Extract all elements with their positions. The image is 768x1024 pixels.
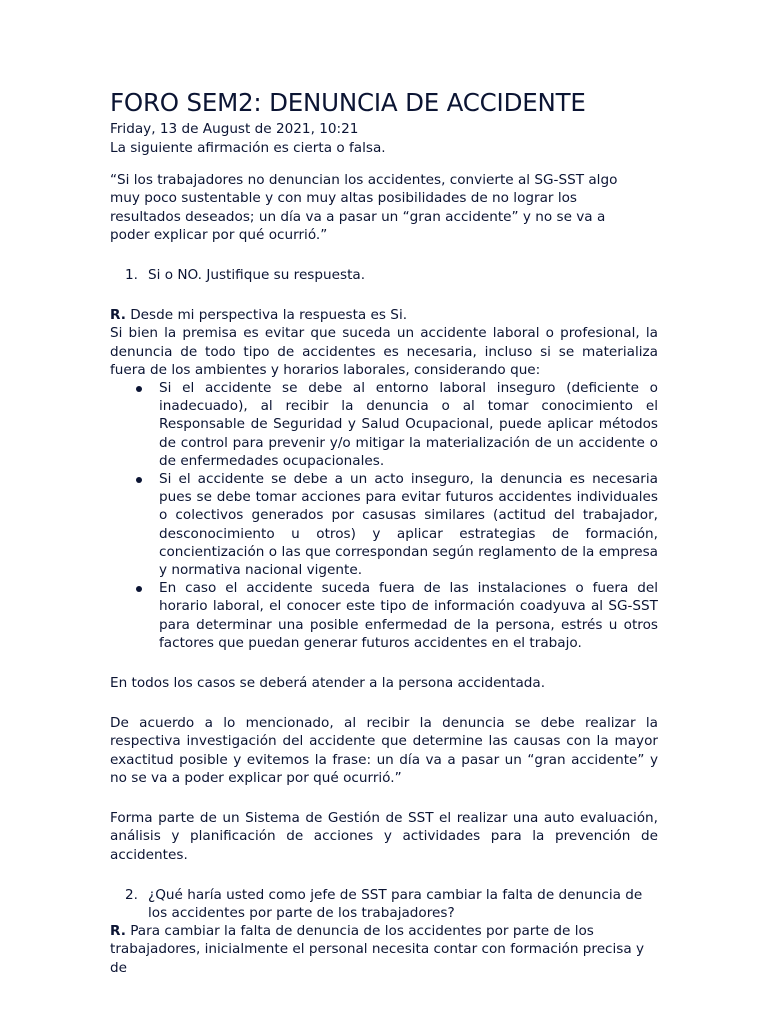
answer-1-label: R.: [110, 307, 126, 324]
document-page: [110, 86, 658, 977]
page-title: FORO SEM2: DENUNCIA DE ACCIDENTE: [110, 88, 586, 117]
quote-paragraph: “Si los trabajadores no denuncian los accidentes, convierte al SG-SST algo muy poco sustentable y con muy altas posibilidades de no lograr los resultados deseados; un día va a pasar un “gran accidente” y no se va a poder explicar por qué ocurrió.”: [110, 172, 618, 243]
para-acuerdo: De acuerdo a lo mencionado, al recibir la denuncia se debe realizar la respectiva investigación del accidente que determine las causas con la mayor exactitud posible y evitemos la frase: un día va a pasar un “gran accidente” y no se va a poder explicar por qué ocurrió.”: [110, 715, 658, 786]
question-2: [110, 886, 658, 922]
answer-2-paragraph: [110, 922, 658, 977]
bullet-icon: [136, 386, 142, 392]
list-item: [110, 379, 658, 470]
question-1-number: 1.: [125, 267, 138, 284]
intro-text: La siguiente afirmación es cierta o falsa.: [110, 140, 386, 156]
question-2-number: 2.: [125, 886, 138, 903]
answer-1-paragraph: Si bien la premisa es evitar que suceda un accidente laboral o profesional, la denuncia de todo tipo de accidentes es necesaria, incluso si se materializa fuera de los ambientes y horarios laborales, considerando que:: [110, 325, 658, 378]
list-item: [110, 470, 658, 579]
list-item: [110, 579, 658, 652]
post-date: Friday, 13 de August de 2021, 10:21: [110, 121, 359, 137]
answer-1-bullet-list: [110, 379, 658, 652]
answer-1-text: Desde mi perspectiva la respuesta es Si.: [125, 307, 408, 324]
para-forma: Forma parte de un Sistema de Gestión de SST el realizar una auto evaluación, análisis y planificación de acciones y actividades para la prevención de accidentes.: [110, 810, 658, 863]
question-1-text: Si o NO. Justifique su respuesta.: [148, 267, 366, 284]
bullet-text: En caso el accidente suceda fuera de las instalaciones o fuera del horario laboral, el conocer este tipo de información coadyuva al SG-SST para determinar una posible enfermedad de la persona, estrés u otros factores que puedan generar futuros accidentes en el trabajo.: [159, 580, 658, 651]
question-1: [110, 266, 658, 284]
bullet-text: Si el accidente se debe al entorno laboral inseguro (deficiente o inadecuado), al recibir la denuncia o al tomar conocimiento el Responsable de Seguridad y Salud Ocupacional, puede aplicar métodos de control para prevenir y/o mitigar la materialización de un accidente o de enfermedades ocupacionales.: [159, 380, 658, 469]
answer-2-text: Para cambiar la falta de denuncia de los accidentes por parte de los trabajadores, inicialmente el personal necesita contar con formación precisa y de: [110, 923, 645, 976]
para-todos: En todos los casos se deberá atender a la persona accidentada.: [110, 675, 546, 692]
bullet-text: Si el accidente se debe a un acto inseguro, la denuncia es necesaria pues se debe tomar acciones para evitar futuros accidentes individuales o colectivos generados por casusas similares (actitud del trabajador, desconocimiento u otros) y aplicar estrategias de formación, concientización o las que correspondan según reglamento de la empresa y normativa nacional vigente.: [159, 471, 658, 579]
question-2-text: ¿Qué haría usted como jefe de SST para cambiar la falta de denuncia de los accidentes por parte de los trabajadores?: [148, 886, 643, 921]
answer-1-line: [110, 306, 658, 324]
bullet-icon: [136, 477, 142, 483]
bullet-icon: [136, 586, 142, 592]
answer-2-label: R.: [110, 923, 126, 940]
